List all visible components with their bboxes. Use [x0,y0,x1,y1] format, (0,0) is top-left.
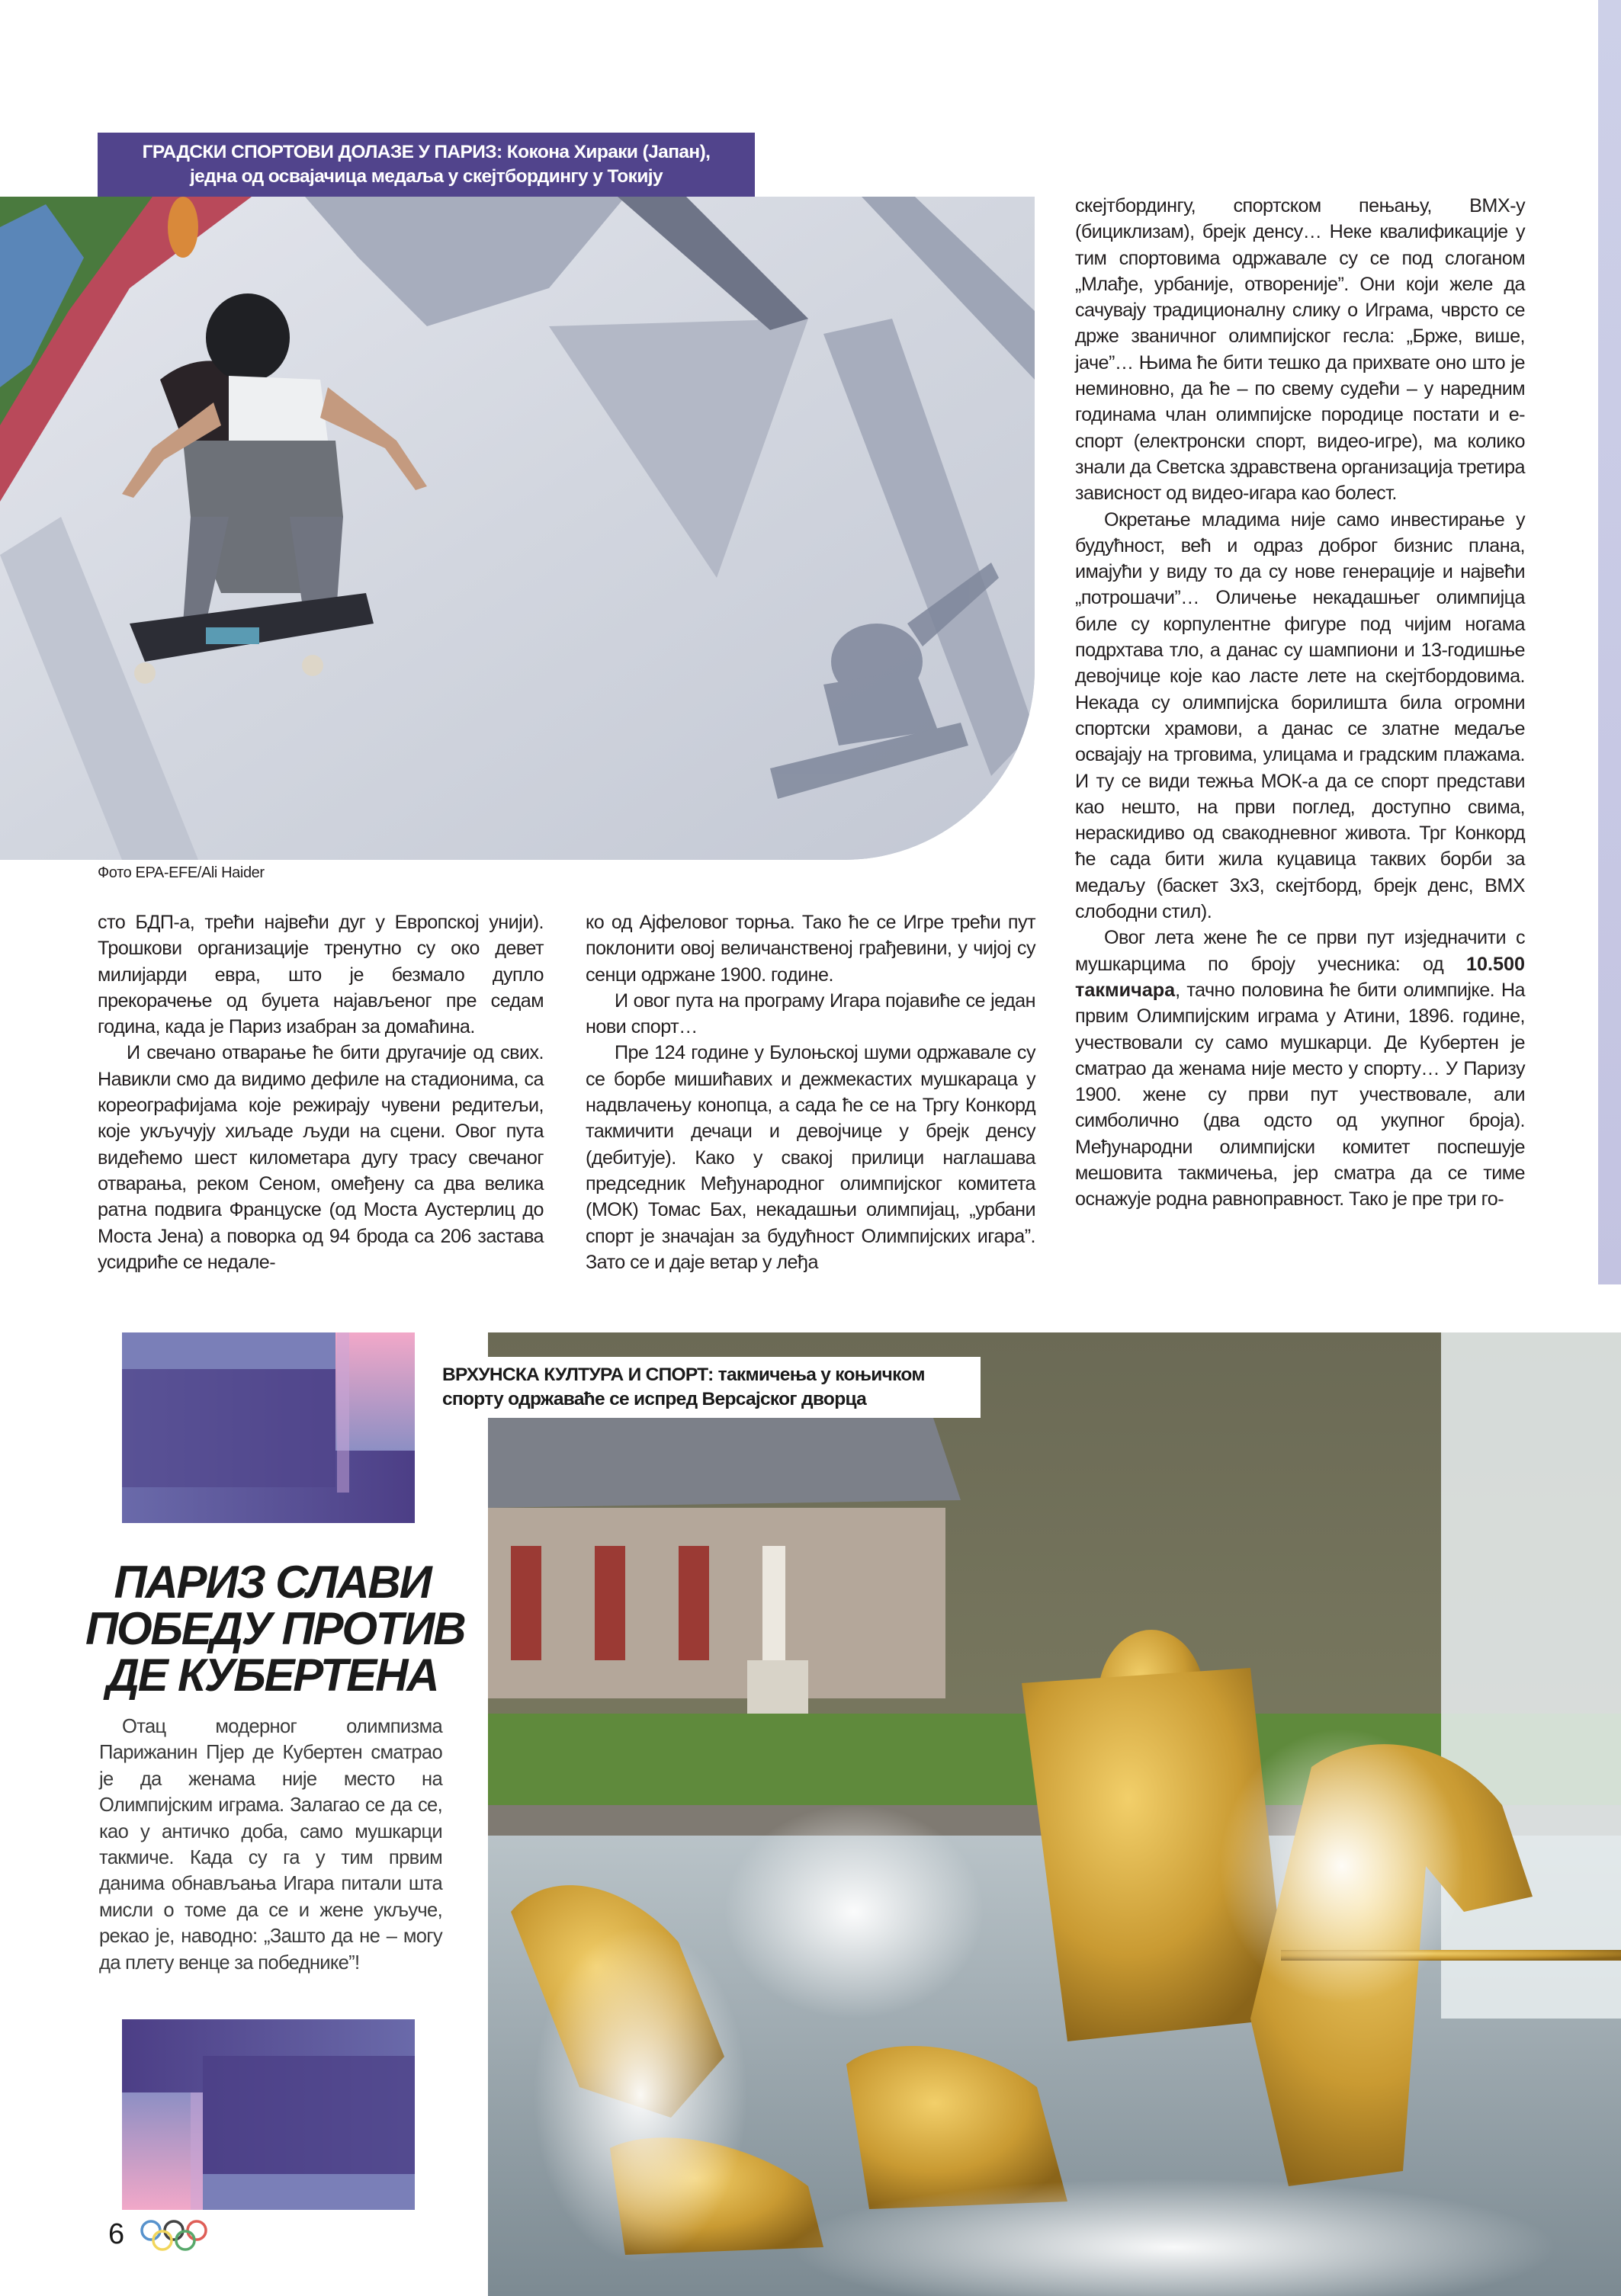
sidebar-headline [85,1557,465,1701]
page-number: 6 [108,2218,125,2250]
article-paragraph: сто БДП-а, трећи највећи дуг у Европској унији). Трошкови организације тренутно су око девет милијарди евра, што је безмало дупло прекорачење од буџета најављеног пре седам година, када је Париз изабран за домаћина. [98,912,544,1038]
olympic-rings-icon [139,2218,209,2253]
article-column-2 [586,909,1035,1275]
headline-line: ПАРИЗ СЛАВИ [114,1557,431,1608]
bottom-caption-lead: ВРХУНСКА КУЛТУРА И СПОРТ: [442,1364,714,1385]
versailles-fountain-photo [488,1332,1621,2296]
bottom-caption-line1 [442,1363,970,1387]
article-column-1 [98,909,544,1275]
bottom-caption-line2: спорту одржаваће се испред Версајског дворца [442,1389,867,1409]
bottom-photo-caption [435,1357,981,1418]
paragraph-text: Овог лета жене ће се први пут изједначити с мушкарцима по броју учесника: од [1075,927,1525,975]
article-paragraph: И овог пута на програму Игара појавиће се један нови спорт… [586,989,1035,1038]
decorative-gradient-block-bottom [122,2019,415,2210]
article-paragraph: ко од Ајфеловог торња. Тако ће се Игре трећи пут поклонити овој величанственој грађевини, у чијој су сенци одржане 1900. године. [586,912,1035,986]
page-edge-strip [1598,0,1621,1284]
sidebar-text [99,1714,442,1976]
article-paragraph [1075,925,1525,1212]
headline-line: ДЕ КУБЕРТЕНА [106,1650,438,1701]
article-paragraph: Пре 124 године у Булоњској шуми одржавале су се борбе мишићавих и дежмекастих мушкараца у надвлачењу конопца, а сада ће се на Тргу Конкорд такмичити дечаци и девојчице у брејк денсу (дебитује). Како у свакој прилици наглашава председник Међународног олимпијског комитета (МОК) Томас Бах, некадашњи олимпијац, „урбани спорт је значајан за будућност Олимпијских игара”. Зато се и даје ветар у леђа [586,1042,1035,1273]
highlight-participants: 10.500 такмичара [1075,953,1525,1001]
paragraph-text: , тачно половина ће бити олимпијке. На првим Олимпијским играма у Атини, 1896. године, учествовали су само мушкарци. Де Кубертен је сматрао да женама није место у спорту… У Паризу 1900. жене су први пут учествовале, али симболично (два одсто од укупног броја). Међународни олимпијски комитет поспешује мешовита такмичења, јер сматра да се тиме оснажује родна равноправност. Тако је пре три го- [1075,979,1525,1211]
bottom-caption-line1-rest: такмичења у коњичком [713,1364,925,1385]
article-paragraph: скејтбордингу, спортском пењању, BMX-у (бициклизам), брејк денсу… Неке квалификације у тим спортовима одржавале су се под слоганом „Млађе, урбаније, отвореније”. Они који желе да сачувају традиционалну слику о Играма, чврсто се држе званичног олимпијског гесла: „Брже, више, јаче”… Њима ће бити тешко да прихвате оно што је неминовно, да ће – по свему судећи – у наредним годинама члан олимпијске породице постати и е-спорт (електронски спорт, видео-игре), ма колико знали да Светска здравствена организација третира зависност од видео-игара као болест. [1075,195,1525,505]
photo-credit: Фото EPA-EFE/Ali Haider [98,864,265,881]
skateboarding-photo [0,197,1035,860]
article-column-3 [1075,193,1525,1213]
top-caption-line1 [104,140,749,165]
top-caption-line1-rest: Кокона Хираки (Јапан), [502,142,711,162]
decorative-gradient-block-top [122,1332,415,1523]
article-paragraph: Окретање младима није само инвестирање у будућност, већ и одраз доброг бизнис плана, имајући у виду то да су нове генерације и највећи „потрошачи”… Оличење некадашњег олимпијца биле су корпулентне фигуре под чијим ногама подрхтава тло, а данас су шампиони и 13-годишње девојчице које као ласте лете на скејтбордовима. Некада су олимпијска борилишта била огромни спортски храмови, а данас се златне медаље освајају на трговима, улицама и градским плажама. И ту се види тежња МОК-а да се спорт представи као нешто, на први поглед, доступно свима, нераскидиво од свакодневног живота. Трг Конкорд ће сада бити жила куцавица таквих борби за медаљу (баскет 3х3, скејтборд, брејк денс, BMX слободни стил). [1075,508,1525,923]
article-paragraph: И свечано отварање ће бити другачије од свих. Навикли смо да видимо дефиле на стадионима, са кореографијама које режирају чувени редитељи, које укључују хиљаде људи на сцени. Овог пута видећемо шест километара дугу трасу свечаног отварања, реком Сеном, омеђену са два велика ратна подвига Француске (од Моста Аустерлиц до Моста Јена) а поворка од 94 брода са 206 застава усидриће се недале- [98,1042,544,1273]
top-caption-lead: ГРАДСКИ СПОРТОВИ ДОЛАЗЕ У ПАРИЗ: [142,142,502,162]
top-caption-line2: једна од освајачица медаља у скејтбордингу у Токију [189,166,663,187]
sidebar-paragraph: Отац модерног олимпизма Парижанин Пјер де Кубертен сматрао је да женама није место на Олимпијским играма. Залагао се да се, као у античко доба, само мушкарци такмиче. Када су га у тим првим данима обнављања Игара питали шта мисли о томе да се и жене укључе, рекао је, наводно: „Зашто да не – могу да плету венце за победнике”! [99,1716,442,1974]
headline-line: ПОБЕДУ ПРОТИВ [85,1603,465,1654]
top-photo-caption [98,133,755,197]
